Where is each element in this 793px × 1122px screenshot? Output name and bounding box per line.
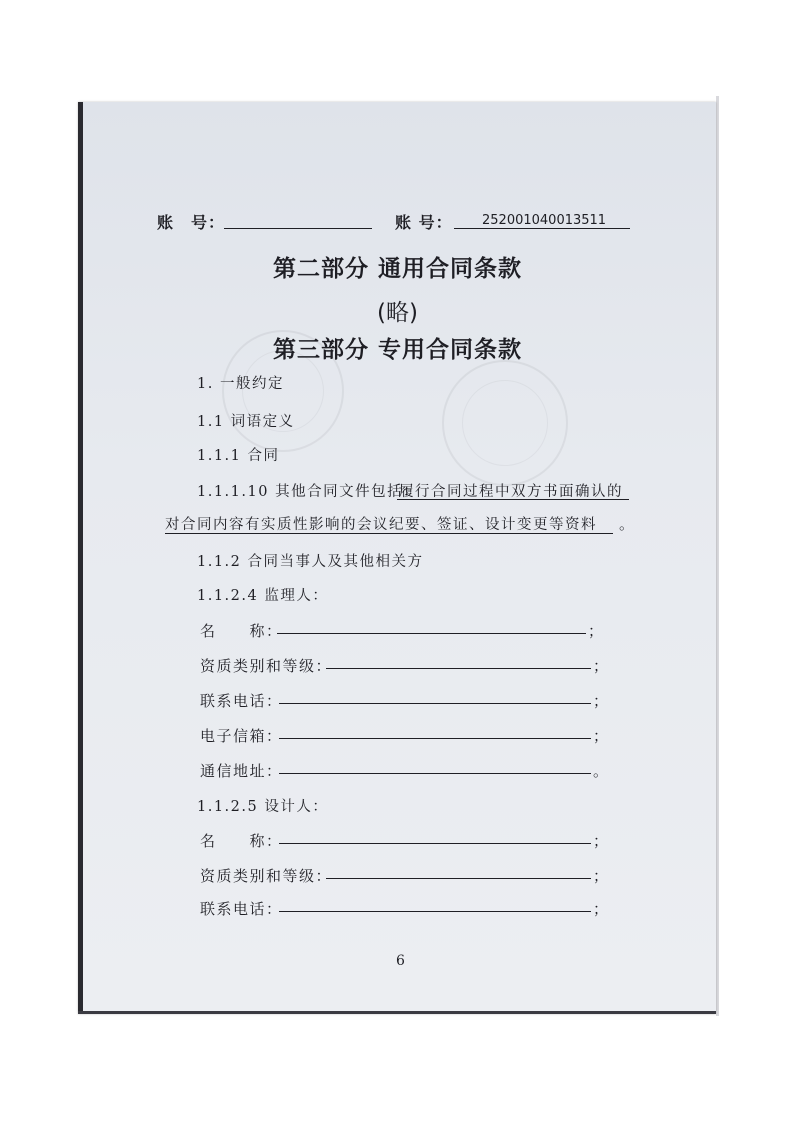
designer-qualification-end: ；	[593, 867, 609, 885]
designer-phone-label: 联系电话：	[200, 900, 283, 918]
supervisor-phone-field[interactable]	[279, 703, 591, 704]
supervisor-qualification-label: 资质类别和等级：	[200, 657, 333, 675]
supervisor-phone-end: ；	[593, 692, 609, 710]
page-bottom-edge	[78, 1011, 716, 1014]
heading-part-two: 第二部分 通用合同条款	[273, 256, 523, 282]
supervisor-email-label: 电子信箱：	[200, 727, 283, 745]
clause-1-1-2-5: 1.1.2.5 设计人：	[197, 799, 329, 815]
page-left-edge	[78, 102, 83, 1014]
clause-1-1-1: 1.1.1 合同	[197, 448, 280, 464]
account-number: 252001040013511	[482, 213, 607, 228]
supervisor-email-field[interactable]	[279, 738, 591, 739]
supervisor-qualification-field[interactable]	[326, 668, 591, 669]
clause-1-1-1-10-value-line2: 对合同内容有实质性影响的会议纪要、签证、设计变更等资料	[165, 517, 597, 533]
designer-name-field[interactable]	[279, 843, 591, 844]
paper-edge-shadow	[716, 96, 719, 1016]
clause-1-1-1-10-label: 1.1.1.10 其他合同文件包括：	[197, 484, 420, 500]
account-line-left	[224, 228, 372, 229]
account-line-right	[454, 228, 630, 229]
supervisor-name-field[interactable]	[277, 633, 586, 634]
supervisor-name-label: 名 称：	[200, 622, 283, 640]
supervisor-phone-label: 联系电话：	[200, 692, 283, 710]
clause-1-1: 1.1 词语定义	[197, 414, 295, 430]
designer-qualification-label: 资质类别和等级：	[200, 867, 333, 885]
clause-1-1-1-10-value-line1: 履行合同过程中双方书面确认的	[399, 484, 623, 500]
supervisor-address-end: 。	[593, 762, 609, 780]
supervisor-name-end: ；	[588, 622, 604, 640]
clause-1-1-1-10-end: 。	[619, 515, 635, 533]
supervisor-address-label: 通信地址：	[200, 762, 283, 780]
clause-1: 1. 一般约定	[197, 376, 284, 392]
clause-1-1-1-10-underline1	[397, 499, 629, 500]
heading-part-three: 第三部分 专用合同条款	[273, 337, 523, 363]
faded-seal-right	[442, 360, 568, 486]
clause-1-1-2: 1.1.2 合同当事人及其他相关方	[197, 554, 424, 570]
designer-name-end: ；	[593, 832, 609, 850]
clause-1-1-2-4: 1.1.2.4 监理人：	[197, 588, 329, 604]
page-number: 6	[396, 953, 405, 969]
clause-1-1-1-10-underline2	[165, 533, 613, 534]
designer-qualification-field[interactable]	[326, 878, 591, 879]
account-label-right: 账 号：	[395, 213, 453, 232]
supervisor-email-end: ；	[593, 727, 609, 745]
designer-phone-field[interactable]	[279, 911, 591, 912]
supervisor-qualification-end: ；	[593, 657, 609, 675]
heading-omitted: (略)	[377, 300, 418, 326]
account-label-left: 账 号：	[157, 213, 226, 232]
supervisor-address-field[interactable]	[279, 773, 591, 774]
designer-phone-end: ；	[593, 900, 609, 918]
designer-name-label: 名 称：	[200, 832, 283, 850]
